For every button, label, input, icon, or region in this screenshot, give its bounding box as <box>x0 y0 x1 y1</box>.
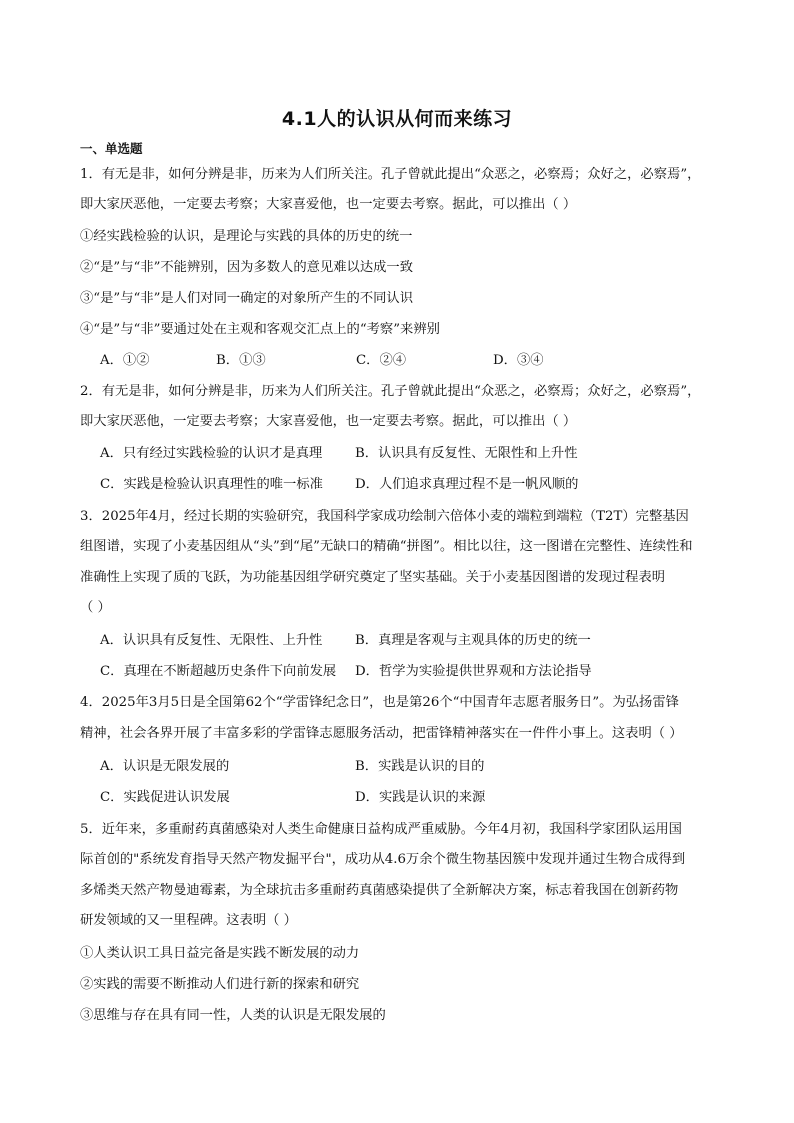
q1-statement: ①经实践检验的认识，是理论与实践的具体的历史的统一 <box>80 229 413 244</box>
q5-stem-line: 5．近年来，多重耐药真菌感染对人类生命健康日益构成严重威胁。今年4月初，我国科学家团队运用国 <box>80 822 682 837</box>
q3-option-a: A．认识具有反复性、无限性、上升性 <box>100 633 323 648</box>
q2-option-a: A．只有经过实践检验的认识才是真理 <box>100 446 323 461</box>
q5-stem-line: 际首创的"系统发育指导天然产物发掘平台"，成功从4.6万余个微生物基因簇中发现并通过生物合成得到 <box>80 852 686 867</box>
q1-option-d: D．③④ <box>493 353 544 368</box>
q4-option-a: A．认识是无限发展的 <box>100 759 230 774</box>
q5-stem-line: 多烯类天然产物曼迪霉素，为全球抗击多重耐药真菌感染提供了全新解决方案，标志着我国在创新药物 <box>80 883 679 898</box>
q5-statement: ③思维与存在具有同一性，人类的认识是无限发展的 <box>80 1008 386 1023</box>
document-title: 4.1人的认识从何而来练习 <box>281 108 513 130</box>
q1-option-a: A．①② <box>100 353 150 368</box>
q1-statement: ④“是”与“非”要通过处在主观和客观交汇点上的“考察”来辨别 <box>80 322 440 337</box>
q1-stem-line: 1．有无是非，如何分辨是非，历来为人们所关注。孔子曾就此提出“众恶之，必察焉；众好之，必察焉”， <box>80 167 701 182</box>
q2-stem-line: 2．有无是非，如何分辨是非，历来为人们所关注。孔子曾就此提出“众恶之，必察焉；众好之，必察焉”， <box>80 384 701 399</box>
q1-stem-line: 即大家厌恶他，一定要去考察；大家喜爱他，也一定要去考察。据此，可以推出（ ） <box>80 197 577 212</box>
q5-stem-line: 研发领域的又一里程碑。这表明（ ） <box>80 913 297 928</box>
q3-stem-line: 组图谱，实现了小麦基因组从“头”到“尾”无缺口的精确“拼图”。相比以往，这一图谱在完整性、连续性和 <box>80 539 693 554</box>
q3-stem-line: 准确性上实现了质的飞跃，为功能基因组学研究奠定了坚实基础。关于小麦基因图谱的发现过程表明 <box>80 570 666 585</box>
q5-statement: ①人类认识工具日益完备是实践不断发展的动力 <box>80 946 360 961</box>
q1-statement: ②“是”与“非”不能辨别，因为多数人的意见难以达成一致 <box>80 260 414 275</box>
q1-option-c: C．②④ <box>356 353 407 368</box>
q1-option-b: B．①③ <box>216 353 266 368</box>
q2-option-c: C．实践是检验认识真理性的唯一标准 <box>100 477 323 492</box>
q2-option-d: D．人们追求真理过程不是一帆风顺的 <box>355 477 579 492</box>
q3-stem-line: （ ） <box>80 600 111 615</box>
q3-option-c: C．真理在不断超越历史条件下向前发展 <box>100 664 337 679</box>
q3-stem-line: 3．2025年4月，经过长期的实验研究，我国科学家成功绘制六倍体小麦的端粒到端粒（T2T）完整基因 <box>80 509 689 524</box>
q4-option-d: D．实践是认识的来源 <box>355 790 486 805</box>
q2-stem-line: 即大家厌恶他，一定要去考察；大家喜爱他，也一定要去考察。据此，可以推出（ ） <box>80 414 577 429</box>
q2-option-b: B．认识具有反复性、无限性和上升性 <box>355 446 578 461</box>
section-heading: 一、单选题 <box>80 141 143 156</box>
q4-option-c: C．实践促进认识发展 <box>100 790 230 805</box>
q3-option-d: D．哲学为实验提供世界观和方法论指导 <box>355 664 592 679</box>
q4-stem-line: 精神，社会各界开展了丰富多彩的学雷锋志愿服务活动，把雷锋精神落实在一件件小事上。这表明（ ） <box>80 726 683 741</box>
q4-stem-line: 4．2025年3月5日是全国第62个“学雷锋纪念日”，也是第26个“中国青年志愿者服务日”。为弘扬雷锋 <box>80 695 679 710</box>
q1-statement: ③“是”与“非”是人们对同一确定的对象所产生的不同认识 <box>80 291 414 306</box>
q3-option-b: B．真理是客观与主观具体的历史的统一 <box>355 633 591 648</box>
q5-statement: ②实践的需要不断推动人们进行新的探索和研究 <box>80 977 360 992</box>
q4-option-b: B．实践是认识的目的 <box>355 759 485 774</box>
